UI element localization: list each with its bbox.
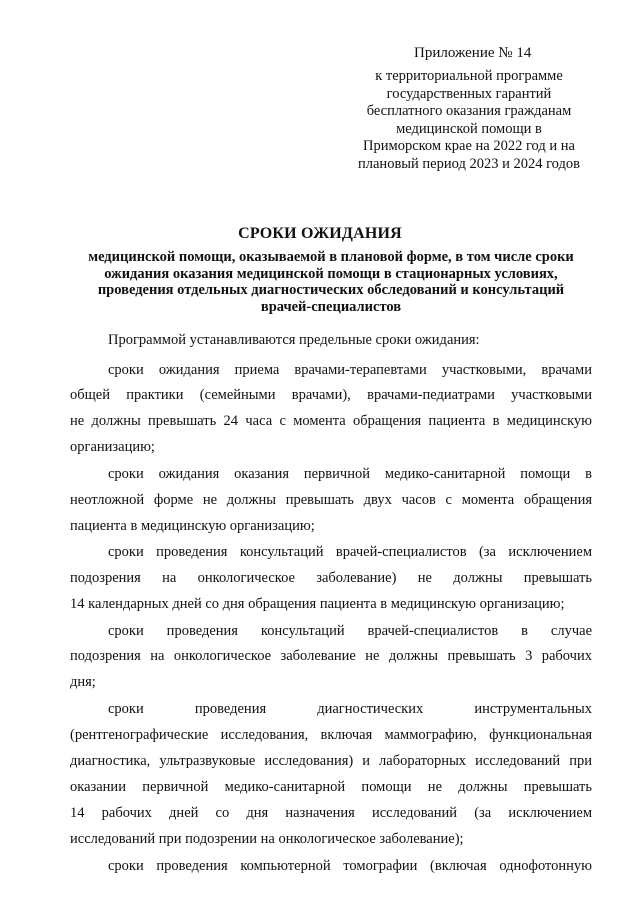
body-line: сроки ожидания оказания первичной медико-санитарной помощи в (108, 466, 592, 482)
subtitle-line: врачей-специалистов (260, 298, 402, 315)
annex-line: к территориальной программе (375, 68, 563, 84)
body-line: (рентгенографические исследования, включая маммографию, функциональная (70, 727, 592, 743)
body-line: сроки ожидания приема врачами-терапевтами участковыми, врачами (108, 362, 592, 378)
annex-line: государственных гарантий (386, 85, 552, 102)
annex-description (338, 68, 600, 174)
body-line: сроки проведения компьютерной томографии (включая однофотонную (108, 858, 592, 874)
body-line: подозрения на онкологическое заболевание) не должны превышать (70, 570, 592, 586)
annex-line: Приморском крае на 2022 год и на (363, 138, 575, 155)
annex-line: плановый период 2023 и 2024 годов (358, 155, 580, 172)
body-line: не должны превышать 24 часа с момента обращения пациента в медицинскую (70, 413, 592, 429)
subtitle-line: медицинской помощи, оказываемой в плановой форме, в том числе сроки (88, 249, 574, 265)
body-line: организацию; (70, 439, 155, 455)
annex-number: Приложение № 14 (414, 45, 532, 61)
body-line: 14 рабочих дней со дня назначения исследований (за исключением (70, 805, 592, 821)
subtitle-line: ожидания оказания медицинской помощи в стационарных условиях, (104, 265, 558, 282)
body-line: диагностика, ультразвуковые исследования) и лабораторных исследований при (70, 753, 592, 769)
body-line: дня; (70, 674, 96, 690)
body-line: сроки проведения консультаций врачей-специалистов (за исключением (108, 544, 592, 560)
body-line: исследований при подозрении на онкологическое заболевание); (70, 831, 464, 847)
document-subtitle (66, 249, 596, 315)
annex-line: медицинской помощи в (396, 120, 542, 137)
document-title: СРОКИ ОЖИДАНИЯ (238, 225, 402, 242)
body-line: общей практики (семейными врачами), врачами-педиатрами участковыми (70, 387, 592, 403)
body-line: неотложной форме не должны превышать двух часов с момента обращения (70, 492, 592, 508)
annex-line: бесплатного оказания гражданам (366, 103, 572, 120)
body-line: 14 календарных дней со дня обращения пациента в медицинскую организацию; (70, 596, 565, 612)
body-line: оказании первичной медико-санитарной помощи не должны превышать (70, 779, 592, 795)
body-line: пациента в медицинскую организацию; (70, 518, 315, 534)
body-line: сроки проведения консультаций врачей-специалистов в случае (108, 623, 592, 639)
body-line: Программой устанавливаются предельные сроки ожидания: (108, 332, 480, 348)
subtitle-line: проведения отдельных диагностических обследований и консультаций (97, 282, 565, 298)
body-line: сроки проведения диагностических инструментальных (108, 701, 592, 717)
body-line: подозрения на онкологическое заболевание не должны превышать 3 рабочих (70, 648, 592, 664)
